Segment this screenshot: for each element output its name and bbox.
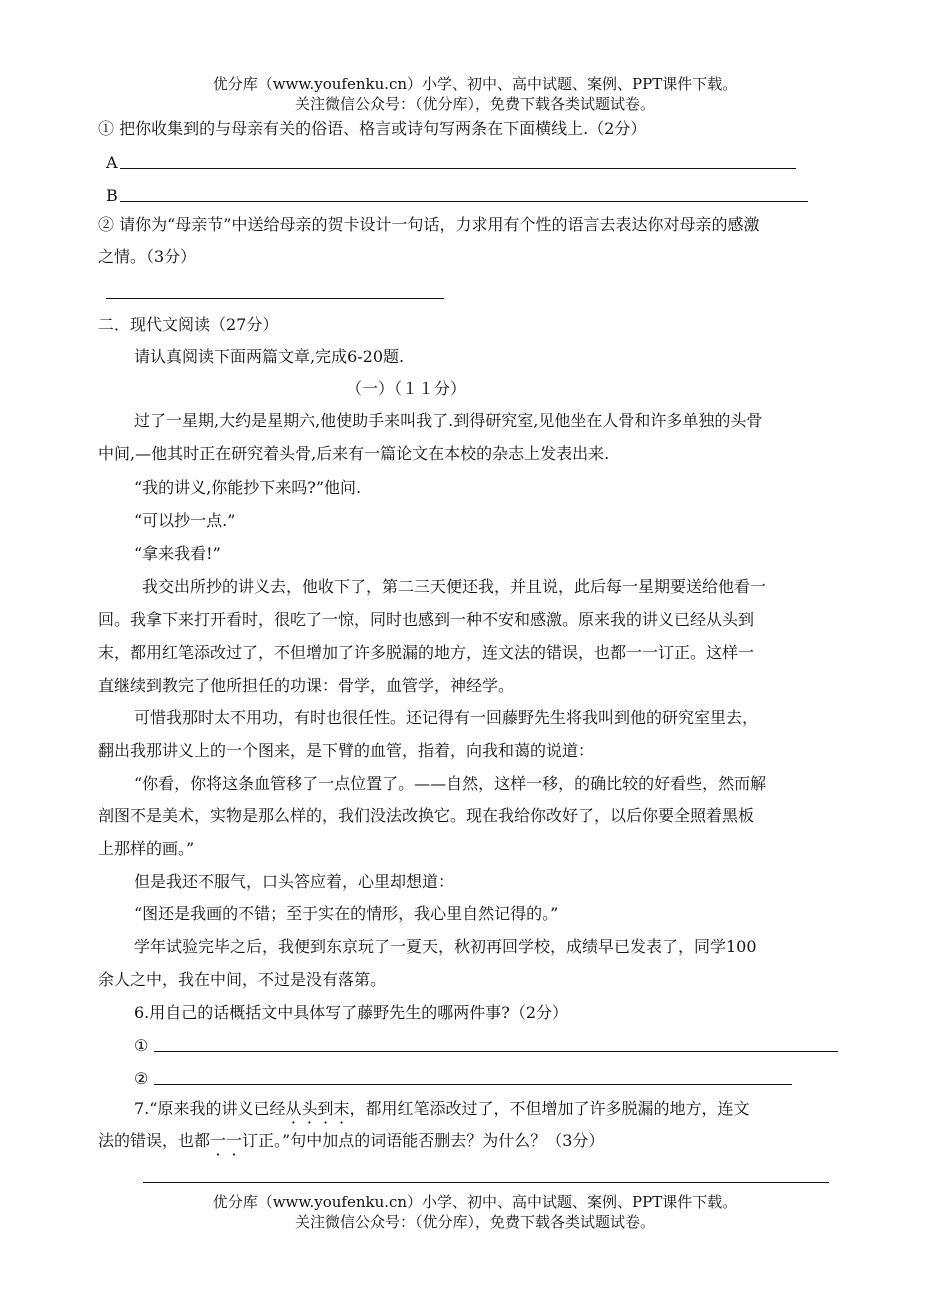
question-1-prompt: ① 把你收集到的与母亲有关的俗语、格言或诗句写两条在下面横线上.（2分） xyxy=(98,119,647,138)
emphasis-char: 到 xyxy=(317,1099,334,1118)
passage-line: 回。我拿下来打开看时，很吃了一惊，同时也感到一种不安和感激。原来我的讲义已经从头到 xyxy=(98,610,755,629)
answer-a-line[interactable] xyxy=(120,168,796,169)
answer-a-label: A xyxy=(106,153,118,172)
passage-line: “你看，你将这条血管移了一点位置了。——自然，这样一移，的确比较的好看些，然而解 xyxy=(134,774,767,793)
answer-2-line[interactable] xyxy=(106,298,444,299)
q7-text: ，都用红笔添改过了，不但增加了许多脱漏的地方，连文 xyxy=(349,1099,750,1118)
passage-line: 末，都用红笔添改过了，不但增加了许多脱漏的地方，连文法的错误，也都一一订正。这样一 xyxy=(98,643,755,662)
footer-divider xyxy=(143,1182,829,1183)
page-footer-line2: 关注微信公众号：（优分库），免费下载各类试题试卷。 xyxy=(294,1213,655,1231)
passage-line: 学年试验完毕之后，我便到东京玩了一夏天，秋初再回学校，成绩早已发表了，同学100 xyxy=(134,937,757,956)
answer-b-label: B xyxy=(106,186,118,205)
passage-line: 过了一星期,大约是星期六,他使助手来叫我了.到得研究室,见他坐在人骨和许多单独的头骨 xyxy=(134,411,763,430)
page-footer-line1: 优分库（www.youfenku.cn）小学、初中、高中试题、案例、PPT课件下载。 xyxy=(212,1193,738,1211)
answer-6-2-label: ② xyxy=(134,1069,149,1088)
answer-b-line[interactable] xyxy=(120,201,808,202)
passage-line: 剖图不是美术，实物是那么样的，我们没法改换它。现在我给你改好了，以后你要全照着黑板 xyxy=(98,806,755,825)
answer-6-1-label: ① xyxy=(134,1036,149,1055)
q7-text: 7.“原来我的讲义已经 xyxy=(134,1099,286,1118)
question-2-prompt-line1: ② 请你为“母亲节”中送给母亲的贺卡设计一句话，力求用有个性的语言去表达你对母亲的感激 xyxy=(98,215,760,234)
emphasis-char: 头 xyxy=(301,1099,318,1118)
passage-line: 中间,—他其时正在研究着头骨,后来有一篇论文在本校的杂志上发表出来. xyxy=(98,444,610,463)
passage-line: “可以抄一点.” xyxy=(134,511,236,530)
passage-line: 但是我还不服气，口头答应着，心里却想道： xyxy=(134,872,455,891)
answer-6-1-line[interactable] xyxy=(154,1051,838,1052)
passage-line: “我的讲义,你能抄下来吗?”他问. xyxy=(134,478,362,497)
passage-line: 翻出我那讲义上的一个图来，是下臂的血管，指着，向我和蔼的说道： xyxy=(98,741,595,760)
section-instruction: 请认真阅读下面两篇文章,完成6-20题. xyxy=(134,347,405,366)
emphasis-char: 末 xyxy=(333,1099,350,1118)
answer-6-2-line[interactable] xyxy=(154,1084,792,1085)
question-6-prompt: 6.用自己的话概括文中具体写了藤野先生的哪两件事?（2分） xyxy=(134,1003,569,1022)
emphasis-char: 一 xyxy=(210,1131,227,1150)
passage-line: 上那样的画。” xyxy=(98,839,195,858)
q7-text: 订正。”句中加点的词语能否删去？为什么？（3分） xyxy=(242,1131,605,1150)
question-7-prompt-line1 xyxy=(134,1098,750,1120)
page-header-line1: 优分库（www.youfenku.cn）小学、初中、高中试题、案例、PPT课件下载。 xyxy=(212,75,738,93)
passage-line: 余人之中，我在中间，不过是没有落第。 xyxy=(98,970,387,989)
question-2-prompt-line2: 之情。（3分） xyxy=(98,247,197,266)
passage-line: 我交出所抄的讲义去，他收下了，第二三天便还我，并且说，此后每一星期要送给他看一 xyxy=(142,577,767,596)
passage-line: “图还是我画的不错；至于实在的情形，我心里自然记得的。” xyxy=(134,904,559,923)
passage-line: 可惜我那时太不用功，有时也很任性。还记得有一回藤野先生将我叫到他的研究室里去， xyxy=(134,708,759,727)
emphasis-char: 一 xyxy=(226,1131,243,1150)
q7-text: 法的错误，也都 xyxy=(98,1131,211,1150)
page-header-line2: 关注微信公众号：（优分库），免费下载各类试题试卷。 xyxy=(294,95,655,113)
part-1-title: （一）（１１分） xyxy=(346,379,467,398)
question-7-prompt-line2 xyxy=(98,1130,604,1152)
passage-line: 直继续到教完了他所担任的功课：骨学，血管学，神经学。 xyxy=(98,676,515,695)
section-title: 二．现代文阅读（27分） xyxy=(98,315,279,334)
emphasis-char: 从 xyxy=(285,1099,302,1118)
passage-line: “拿来我看!” xyxy=(134,544,221,563)
